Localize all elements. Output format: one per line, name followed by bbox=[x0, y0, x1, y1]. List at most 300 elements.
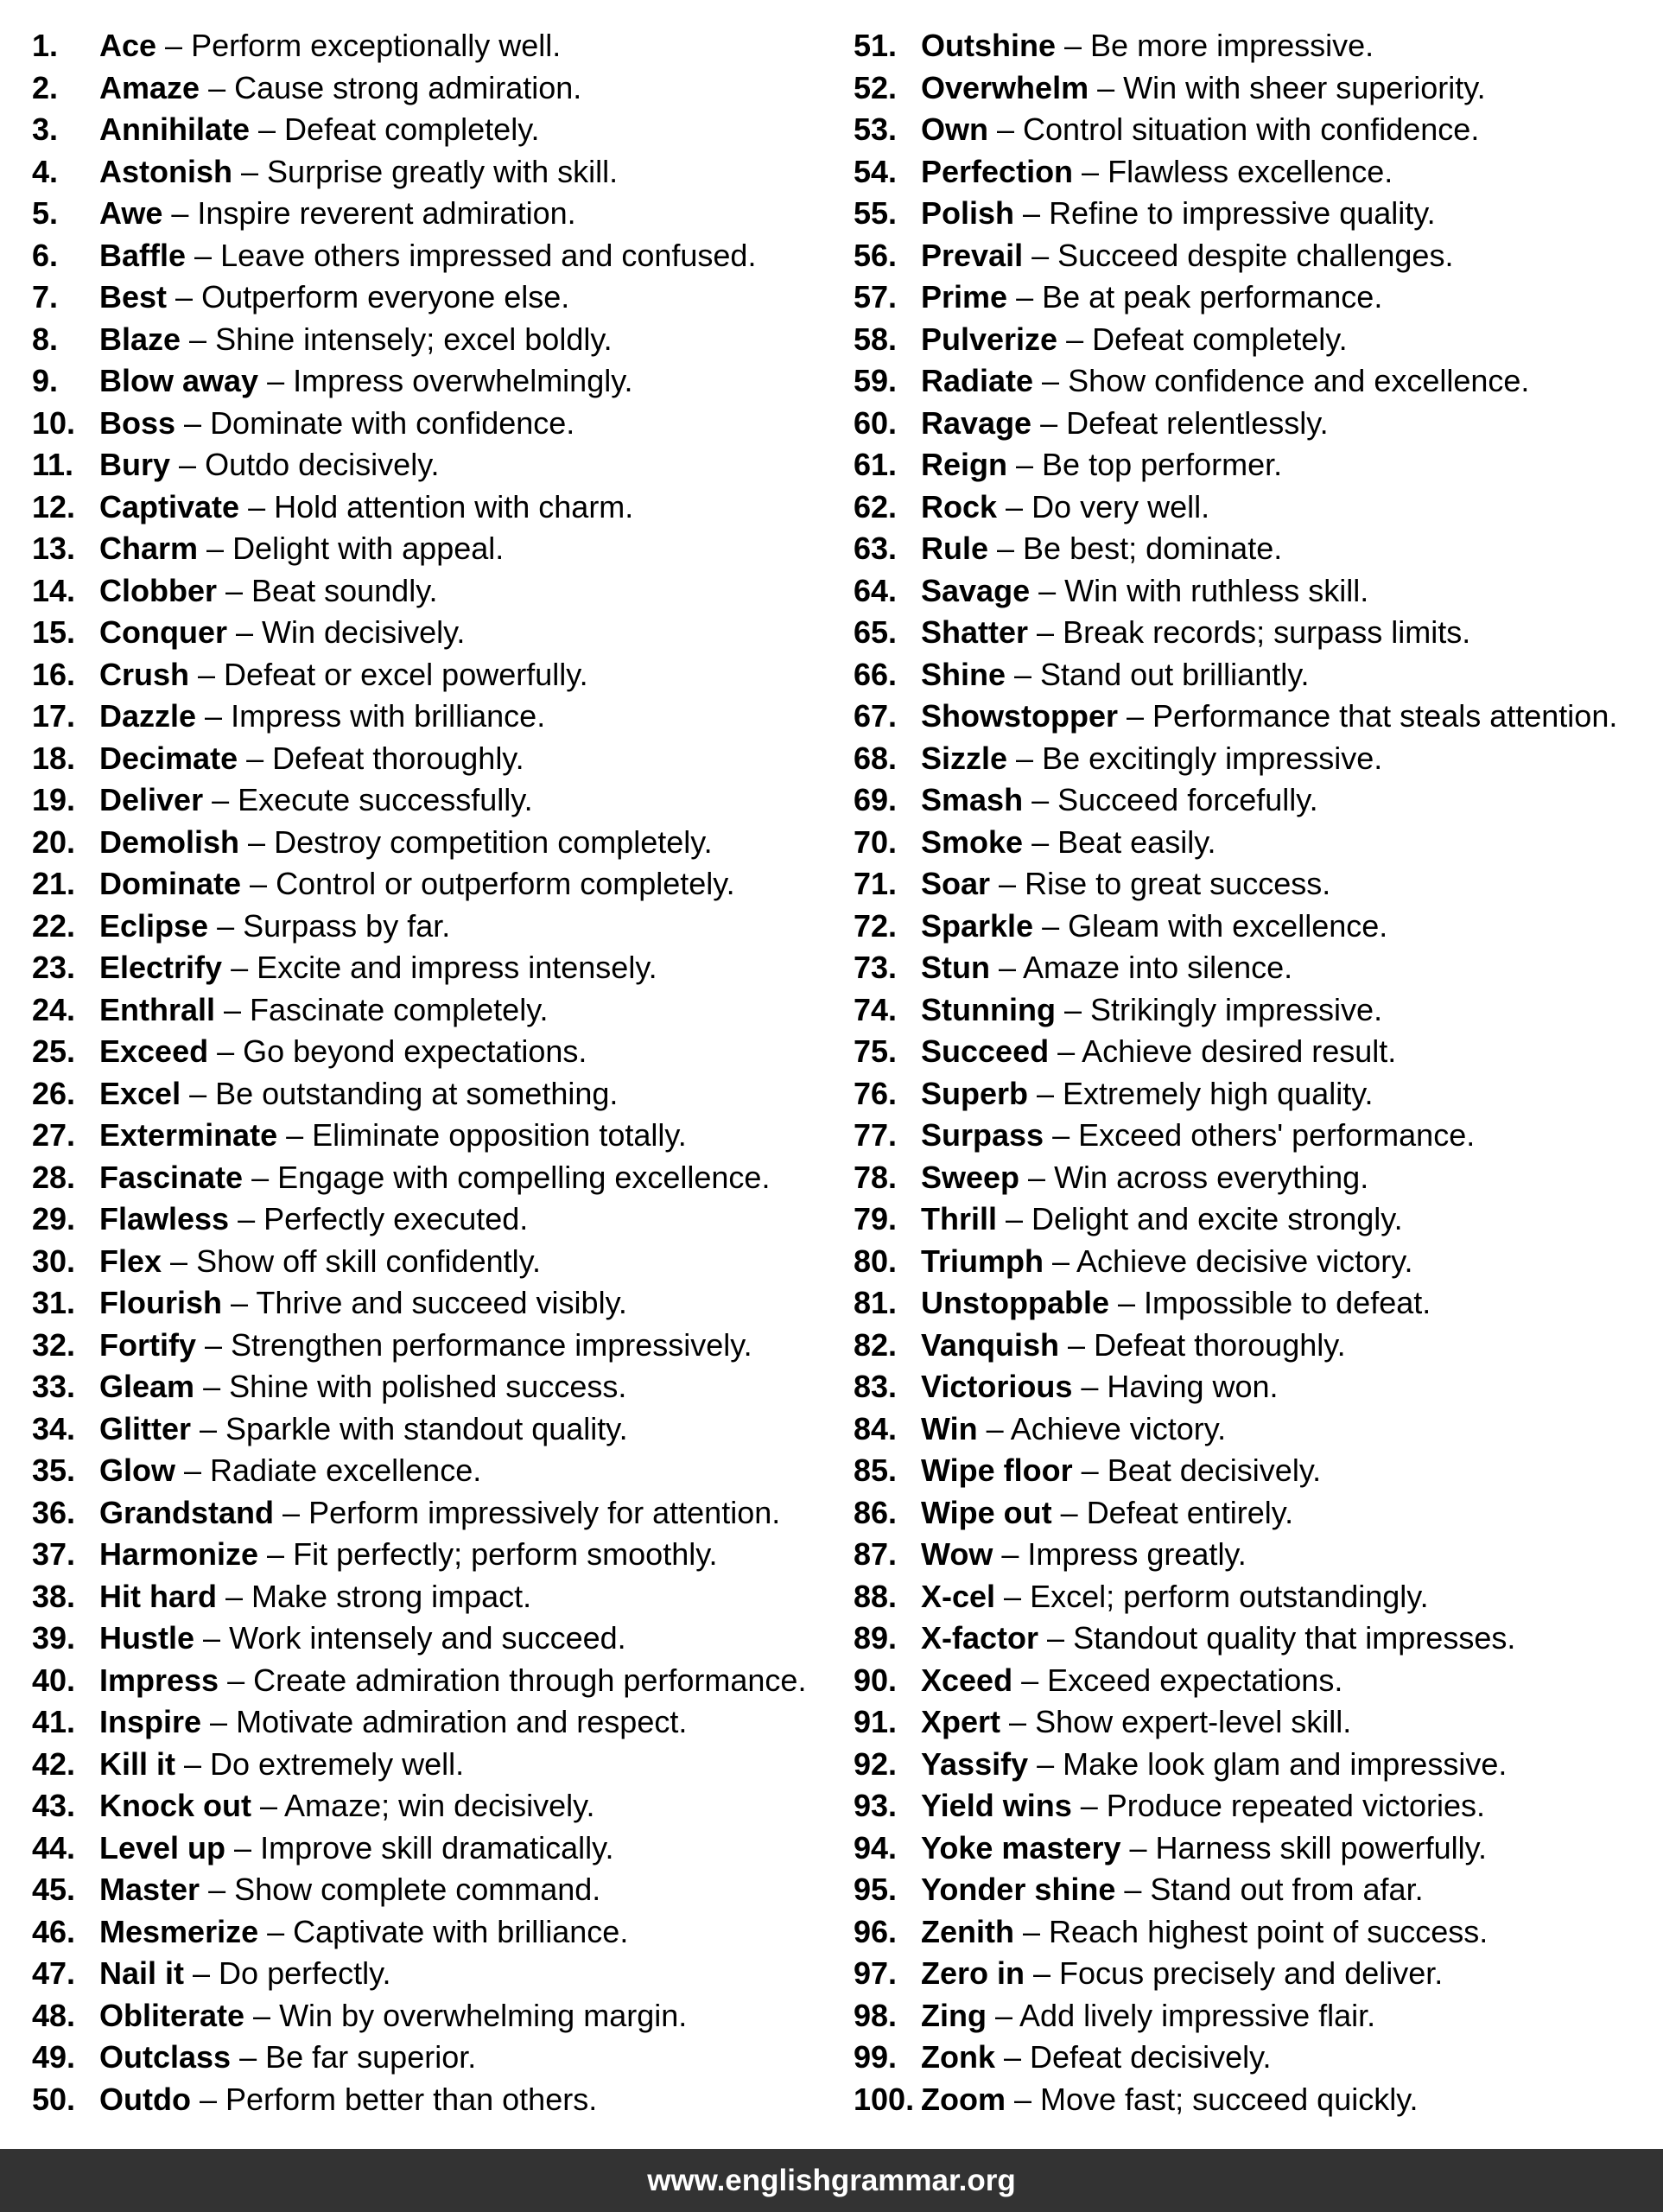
item-word: Stunning bbox=[921, 991, 1056, 1027]
item-separator: – bbox=[162, 195, 198, 231]
item-separator: – bbox=[1014, 195, 1050, 231]
item-word: Wipe floor bbox=[921, 1452, 1073, 1488]
item-number: 61. bbox=[854, 447, 898, 482]
item-definition: Go beyond expectations. bbox=[243, 1033, 587, 1069]
item-separator: – bbox=[217, 1578, 252, 1614]
item-separator: – bbox=[222, 1285, 257, 1320]
list-item bbox=[32, 1660, 806, 1702]
item-separator: – bbox=[993, 1536, 1028, 1572]
item-number: 27. bbox=[32, 1117, 76, 1153]
item-number: 52. bbox=[854, 69, 898, 105]
item-separator: – bbox=[988, 111, 1024, 147]
item-separator: – bbox=[1120, 1829, 1156, 1866]
item-number: 4. bbox=[32, 153, 59, 189]
list-item bbox=[32, 67, 806, 110]
item-number: 88. bbox=[854, 1578, 898, 1614]
item-word: Soar bbox=[921, 866, 991, 901]
item-definition: Leave others impressed and confused. bbox=[220, 237, 757, 273]
list-item bbox=[854, 863, 1617, 906]
item-number: 79. bbox=[854, 1201, 898, 1236]
item-separator: – bbox=[181, 1075, 216, 1111]
item-number: 5. bbox=[32, 195, 59, 231]
list-item bbox=[32, 1115, 806, 1157]
item-word: Xpert bbox=[921, 1704, 1001, 1739]
item-definition: Rise to great success. bbox=[1025, 866, 1331, 901]
item-definition: Amaze; win decisively. bbox=[284, 1788, 595, 1823]
list-item bbox=[32, 696, 806, 738]
item-number: 18. bbox=[32, 740, 76, 776]
item-word: Vanquish bbox=[921, 1326, 1060, 1363]
item-word: Succeed bbox=[921, 1033, 1050, 1069]
item-word: Rock bbox=[921, 488, 998, 524]
item-separator: – bbox=[1044, 1117, 1079, 1153]
item-number: 21. bbox=[32, 866, 76, 901]
item-word: Level up bbox=[99, 1829, 226, 1866]
item-word: Amaze bbox=[99, 69, 200, 105]
list-item bbox=[32, 25, 806, 67]
item-word: Charm bbox=[99, 531, 199, 566]
list-item bbox=[32, 1408, 806, 1451]
item-number: 59. bbox=[854, 363, 898, 398]
item-number: 83. bbox=[854, 1369, 898, 1404]
item-separator: – bbox=[1057, 321, 1093, 357]
item-definition: Defeat decisively. bbox=[1030, 2039, 1272, 2075]
list-item bbox=[854, 947, 1617, 989]
item-number: 68. bbox=[854, 740, 898, 776]
item-definition: Be outstanding at something. bbox=[215, 1075, 619, 1111]
item-number: 96. bbox=[854, 1913, 898, 1949]
list-item bbox=[854, 906, 1617, 948]
item-word: Demolish bbox=[99, 823, 240, 860]
item-number: 20. bbox=[32, 823, 76, 860]
item-separator: – bbox=[231, 2039, 266, 2075]
item-separator: – bbox=[167, 279, 202, 315]
item-number: 97. bbox=[854, 1955, 898, 1991]
item-number: 32. bbox=[32, 1326, 76, 1363]
item-number: 39. bbox=[32, 1620, 76, 1656]
item-number: 90. bbox=[854, 1662, 898, 1698]
item-number: 37. bbox=[32, 1536, 76, 1572]
item-separator: – bbox=[241, 866, 276, 901]
item-definition: Shine with polished success. bbox=[229, 1369, 627, 1404]
item-word: Exceed bbox=[99, 1033, 209, 1069]
list-item bbox=[854, 2079, 1617, 2121]
item-definition: Delight and excite strongly. bbox=[1031, 1201, 1403, 1236]
item-definition: Defeat thoroughly. bbox=[1094, 1326, 1346, 1363]
item-definition: Defeat completely. bbox=[284, 111, 540, 147]
list-item bbox=[854, 193, 1617, 235]
item-separator: – bbox=[229, 1201, 264, 1236]
list-item bbox=[32, 444, 806, 486]
item-number: 45. bbox=[32, 1872, 76, 1907]
item-word: Blow away bbox=[99, 363, 259, 398]
list-item bbox=[854, 109, 1617, 151]
item-word: Yield wins bbox=[921, 1788, 1072, 1823]
list-item bbox=[854, 2037, 1617, 2079]
item-number: 95. bbox=[854, 1872, 898, 1907]
item-word: Zenith bbox=[921, 1913, 1014, 1949]
item-definition: Standout quality that impresses. bbox=[1073, 1620, 1516, 1656]
item-definition: Be best; dominate. bbox=[1023, 531, 1283, 566]
list-item bbox=[854, 1701, 1617, 1744]
item-separator: – bbox=[1059, 1326, 1095, 1363]
item-separator: – bbox=[1007, 740, 1043, 776]
list-item bbox=[854, 1744, 1617, 1786]
item-word: Outshine bbox=[921, 28, 1057, 63]
list-item bbox=[32, 403, 806, 445]
item-definition: Win with sheer superiority. bbox=[1123, 69, 1486, 105]
item-word: Triumph bbox=[921, 1243, 1044, 1279]
item-separator: – bbox=[222, 950, 257, 985]
item-number: 55. bbox=[854, 195, 898, 231]
item-word: Hit hard bbox=[99, 1578, 218, 1614]
item-word: Flawless bbox=[99, 1201, 230, 1236]
item-separator: – bbox=[988, 531, 1024, 566]
item-definition: Defeat relentlessly. bbox=[1066, 404, 1329, 441]
item-word: Harmonize bbox=[99, 1536, 259, 1572]
list-item bbox=[32, 822, 806, 864]
item-definition: Performance that steals attention. bbox=[1152, 698, 1618, 734]
item-definition: Exceed expectations. bbox=[1047, 1662, 1343, 1698]
item-separator: – bbox=[200, 69, 235, 105]
item-separator: – bbox=[997, 488, 1032, 524]
item-definition: Extremely high quality. bbox=[1063, 1075, 1374, 1111]
item-number: 60. bbox=[854, 404, 898, 441]
item-number: 81. bbox=[854, 1285, 898, 1320]
item-number: 56. bbox=[854, 237, 898, 273]
item-word: Clobber bbox=[99, 572, 218, 608]
item-word: Conquer bbox=[99, 614, 227, 650]
item-separator: – bbox=[181, 321, 216, 357]
item-number: 98. bbox=[854, 1997, 898, 2033]
item-word: Yoke mastery bbox=[921, 1829, 1121, 1866]
item-word: Zing bbox=[921, 1997, 987, 2033]
item-separator: – bbox=[239, 823, 275, 860]
item-word: Glitter bbox=[99, 1410, 192, 1446]
item-word: Rule bbox=[921, 531, 989, 566]
item-definition: Improve skill dramatically. bbox=[260, 1829, 614, 1866]
item-number: 29. bbox=[32, 1201, 76, 1236]
item-separator: – bbox=[1013, 1913, 1050, 1949]
item-number: 99. bbox=[854, 2039, 898, 2075]
item-number: 16. bbox=[32, 656, 76, 692]
item-number: 89. bbox=[854, 1620, 898, 1656]
item-separator: – bbox=[196, 1326, 232, 1363]
list-item bbox=[32, 989, 806, 1032]
list-item bbox=[32, 151, 806, 194]
item-number: 70. bbox=[854, 823, 898, 860]
item-number: 2. bbox=[32, 69, 59, 105]
item-separator: – bbox=[208, 1033, 244, 1069]
list-item bbox=[32, 738, 806, 780]
item-definition: Make strong impact. bbox=[251, 1578, 532, 1614]
item-separator: – bbox=[194, 1620, 230, 1656]
item-definition: Win with ruthless skill. bbox=[1064, 572, 1369, 608]
item-number: 82. bbox=[854, 1326, 898, 1363]
item-number: 72. bbox=[854, 907, 898, 944]
item-word: Ravage bbox=[921, 404, 1032, 441]
list-item bbox=[854, 779, 1617, 822]
item-separator: – bbox=[977, 1410, 1011, 1446]
item-number: 78. bbox=[854, 1159, 898, 1195]
item-definition: Move fast; succeed quickly. bbox=[1040, 2081, 1419, 2117]
item-definition: Show off skill confidently. bbox=[196, 1243, 541, 1279]
item-definition: Impress greatly. bbox=[1027, 1536, 1247, 1572]
list-item bbox=[854, 822, 1617, 864]
item-number: 46. bbox=[32, 1913, 76, 1949]
item-definition: Surpass by far. bbox=[243, 907, 451, 944]
item-number: 87. bbox=[854, 1536, 898, 1572]
list-item bbox=[32, 1995, 806, 2037]
item-separator: – bbox=[238, 740, 273, 776]
item-word: Bury bbox=[99, 447, 171, 482]
list-item bbox=[32, 947, 806, 989]
list-item bbox=[854, 319, 1617, 361]
item-definition: Perform exceptionally well. bbox=[191, 28, 562, 63]
item-separator: – bbox=[250, 111, 285, 147]
item-number: 8. bbox=[32, 321, 59, 357]
list-item bbox=[32, 1911, 806, 1954]
item-word: Astonish bbox=[99, 153, 233, 189]
item-separator: – bbox=[1072, 1369, 1108, 1404]
list-item bbox=[32, 906, 806, 948]
item-definition: Captivate with brilliance. bbox=[293, 1913, 629, 1949]
item-word: Zonk bbox=[921, 2039, 995, 2075]
item-definition: Impossible to defeat. bbox=[1144, 1285, 1431, 1320]
list-item bbox=[854, 1995, 1617, 2037]
list-item bbox=[854, 1450, 1617, 1492]
list-item bbox=[32, 1450, 806, 1492]
item-word: Xceed bbox=[921, 1662, 1013, 1698]
item-word: Flourish bbox=[99, 1285, 222, 1320]
item-number: 49. bbox=[32, 2039, 76, 2075]
item-separator: – bbox=[1023, 237, 1058, 273]
item-word: Sweep bbox=[921, 1159, 1020, 1195]
list-item bbox=[32, 528, 806, 570]
item-definition: Beat easily. bbox=[1057, 823, 1216, 860]
item-definition: Surprise greatly with skill. bbox=[267, 153, 619, 189]
item-separator: – bbox=[1044, 1243, 1077, 1279]
item-definition: Radiate excellence. bbox=[210, 1452, 482, 1488]
list-item bbox=[854, 570, 1617, 613]
list-item bbox=[32, 1744, 806, 1786]
item-separator: – bbox=[191, 1410, 226, 1446]
item-separator: – bbox=[194, 1369, 230, 1404]
item-separator: – bbox=[997, 1201, 1032, 1236]
item-separator: – bbox=[990, 866, 1025, 901]
item-definition: Impress with brilliance. bbox=[231, 698, 546, 734]
item-separator: – bbox=[1055, 991, 1090, 1027]
item-number: 51. bbox=[854, 28, 898, 63]
list-item bbox=[854, 1198, 1617, 1241]
item-separator: – bbox=[225, 1829, 261, 1866]
item-word: Crush bbox=[99, 656, 190, 692]
item-definition: Dominate with confidence. bbox=[210, 404, 575, 441]
list-item bbox=[854, 1618, 1617, 1660]
item-separator: – bbox=[219, 1662, 254, 1698]
item-word: Shatter bbox=[921, 614, 1029, 650]
list-item bbox=[32, 2037, 806, 2079]
item-definition: Amaze into silence. bbox=[1023, 950, 1293, 985]
item-number: 75. bbox=[854, 1033, 898, 1069]
column-left bbox=[32, 25, 806, 2120]
item-definition: Achieve desired result. bbox=[1082, 1033, 1397, 1069]
list-item bbox=[32, 1073, 806, 1116]
item-number: 69. bbox=[854, 782, 898, 817]
item-word: Sizzle bbox=[921, 740, 1008, 776]
list-item bbox=[854, 654, 1617, 696]
item-separator: – bbox=[1028, 1075, 1063, 1111]
item-definition: Having won. bbox=[1107, 1369, 1279, 1404]
item-definition: Flawless excellence. bbox=[1108, 153, 1393, 189]
item-definition: Thrive and succeed visibly. bbox=[256, 1285, 627, 1320]
list-item bbox=[32, 1198, 806, 1241]
item-word: Pulverize bbox=[921, 321, 1058, 357]
item-number: 67. bbox=[854, 698, 898, 734]
item-definition: Perform better than others. bbox=[225, 2081, 598, 2117]
item-number: 50. bbox=[32, 2081, 76, 2117]
item-word: Hustle bbox=[99, 1620, 195, 1656]
item-number: 12. bbox=[32, 488, 76, 524]
item-definition: Control or outperform completely. bbox=[276, 866, 735, 901]
list-item bbox=[32, 109, 806, 151]
item-separator: – bbox=[1023, 823, 1058, 860]
list-item bbox=[854, 1366, 1617, 1408]
list-item bbox=[32, 779, 806, 822]
item-word: Mesmerize bbox=[99, 1913, 259, 1949]
item-number: 25. bbox=[32, 1033, 76, 1069]
item-separator: – bbox=[200, 1872, 235, 1907]
list-item bbox=[854, 1534, 1617, 1576]
item-definition: Shine intensely; excel boldly. bbox=[215, 321, 613, 357]
item-word: Dominate bbox=[99, 866, 242, 901]
item-definition: Defeat thoroughly. bbox=[272, 740, 524, 776]
item-separator: – bbox=[162, 1243, 197, 1279]
item-word: Yonder shine bbox=[921, 1872, 1116, 1907]
list-item bbox=[854, 989, 1617, 1032]
item-word: Kill it bbox=[99, 1745, 175, 1782]
list-item bbox=[32, 570, 806, 613]
item-definition: Hold attention with charm. bbox=[274, 488, 634, 524]
item-definition: Be more impressive. bbox=[1090, 28, 1374, 63]
item-number: 17. bbox=[32, 698, 76, 734]
item-word: Yassify bbox=[921, 1745, 1029, 1782]
item-separator: – bbox=[189, 656, 225, 692]
item-word: Knock out bbox=[99, 1788, 251, 1823]
item-number: 76. bbox=[854, 1075, 898, 1111]
item-number: 7. bbox=[32, 279, 59, 315]
item-word: Boss bbox=[99, 404, 176, 441]
item-word: Inspire bbox=[99, 1704, 202, 1739]
list-item bbox=[32, 1953, 806, 1995]
item-definition: Reach highest point of success. bbox=[1049, 1913, 1488, 1949]
item-definition: Be at peak performance. bbox=[1042, 279, 1383, 315]
item-word: Win bbox=[921, 1410, 978, 1446]
item-definition: Show confidence and excellence. bbox=[1068, 363, 1530, 398]
item-number: 80. bbox=[854, 1243, 898, 1279]
item-separator: – bbox=[1033, 907, 1069, 944]
item-word: Reign bbox=[921, 447, 1008, 482]
item-separator: – bbox=[1118, 698, 1153, 734]
item-separator: – bbox=[208, 907, 244, 944]
item-word: Polish bbox=[921, 195, 1015, 231]
item-definition: Strikingly impressive. bbox=[1089, 991, 1383, 1027]
item-word: Baffle bbox=[99, 237, 187, 273]
list-item bbox=[32, 612, 806, 654]
item-number: 26. bbox=[32, 1075, 76, 1111]
list-item bbox=[32, 1618, 806, 1660]
item-separator: – bbox=[1109, 1285, 1145, 1320]
item-separator: – bbox=[258, 1536, 294, 1572]
item-definition: Excel; perform outstandingly. bbox=[1030, 1578, 1429, 1614]
item-separator: – bbox=[217, 572, 252, 608]
item-word: Ace bbox=[99, 28, 157, 63]
item-definition: Defeat or excel powerfully. bbox=[224, 656, 588, 692]
item-number: 9. bbox=[32, 363, 59, 398]
item-definition: Eliminate opposition totally. bbox=[312, 1117, 687, 1153]
list-item bbox=[854, 486, 1617, 529]
item-separator: – bbox=[1007, 447, 1043, 482]
item-number: 10. bbox=[32, 404, 76, 441]
item-number: 33. bbox=[32, 1369, 76, 1404]
item-word: Nail it bbox=[99, 1955, 185, 1991]
item-number: 63. bbox=[854, 531, 898, 566]
item-separator: – bbox=[277, 1117, 313, 1153]
item-number: 71. bbox=[854, 866, 898, 901]
item-definition: Impress overwhelmingly. bbox=[293, 363, 633, 398]
item-number: 30. bbox=[32, 1243, 76, 1279]
item-number: 77. bbox=[854, 1117, 898, 1153]
item-definition: Fit perfectly; perform smoothly. bbox=[293, 1536, 718, 1572]
item-definition: Make look glam and impressive. bbox=[1063, 1745, 1507, 1782]
item-definition: Do perfectly. bbox=[219, 1955, 391, 1991]
item-separator: – bbox=[1115, 1872, 1151, 1907]
item-definition: Gleam with excellence. bbox=[1068, 907, 1388, 944]
list-item bbox=[32, 360, 806, 403]
item-number: 48. bbox=[32, 1997, 76, 2033]
list-item bbox=[32, 1366, 806, 1408]
list-item bbox=[32, 1576, 806, 1618]
item-definition: Sparkle with standout quality. bbox=[225, 1410, 628, 1446]
item-definition: Do extremely well. bbox=[210, 1745, 465, 1782]
item-definition: Inspire reverent admiration. bbox=[197, 195, 576, 231]
item-definition: Win across everything. bbox=[1054, 1159, 1369, 1195]
item-word: Prevail bbox=[921, 237, 1024, 273]
item-definition: Win decisively. bbox=[262, 614, 466, 650]
item-word: Captivate bbox=[99, 488, 240, 524]
item-separator: – bbox=[274, 1494, 309, 1530]
list-item bbox=[32, 1827, 806, 1870]
item-number: 53. bbox=[854, 111, 898, 147]
item-word: Savage bbox=[921, 572, 1031, 608]
item-word: Outclass bbox=[99, 2039, 232, 2075]
item-number: 31. bbox=[32, 1285, 76, 1320]
list-item bbox=[854, 1953, 1617, 1995]
item-number: 44. bbox=[32, 1829, 76, 1866]
item-word: Fortify bbox=[99, 1326, 196, 1363]
item-number: 64. bbox=[854, 572, 898, 608]
list-item bbox=[854, 612, 1617, 654]
item-word: Perfection bbox=[921, 153, 1074, 189]
list-item bbox=[32, 319, 806, 361]
list-item bbox=[854, 1911, 1617, 1954]
item-word: Deliver bbox=[99, 782, 204, 817]
list-item bbox=[32, 276, 806, 319]
item-separator: – bbox=[1073, 153, 1108, 189]
item-number: 84. bbox=[854, 1410, 898, 1446]
item-definition: Beat decisively. bbox=[1107, 1452, 1322, 1488]
item-number: 41. bbox=[32, 1704, 76, 1739]
